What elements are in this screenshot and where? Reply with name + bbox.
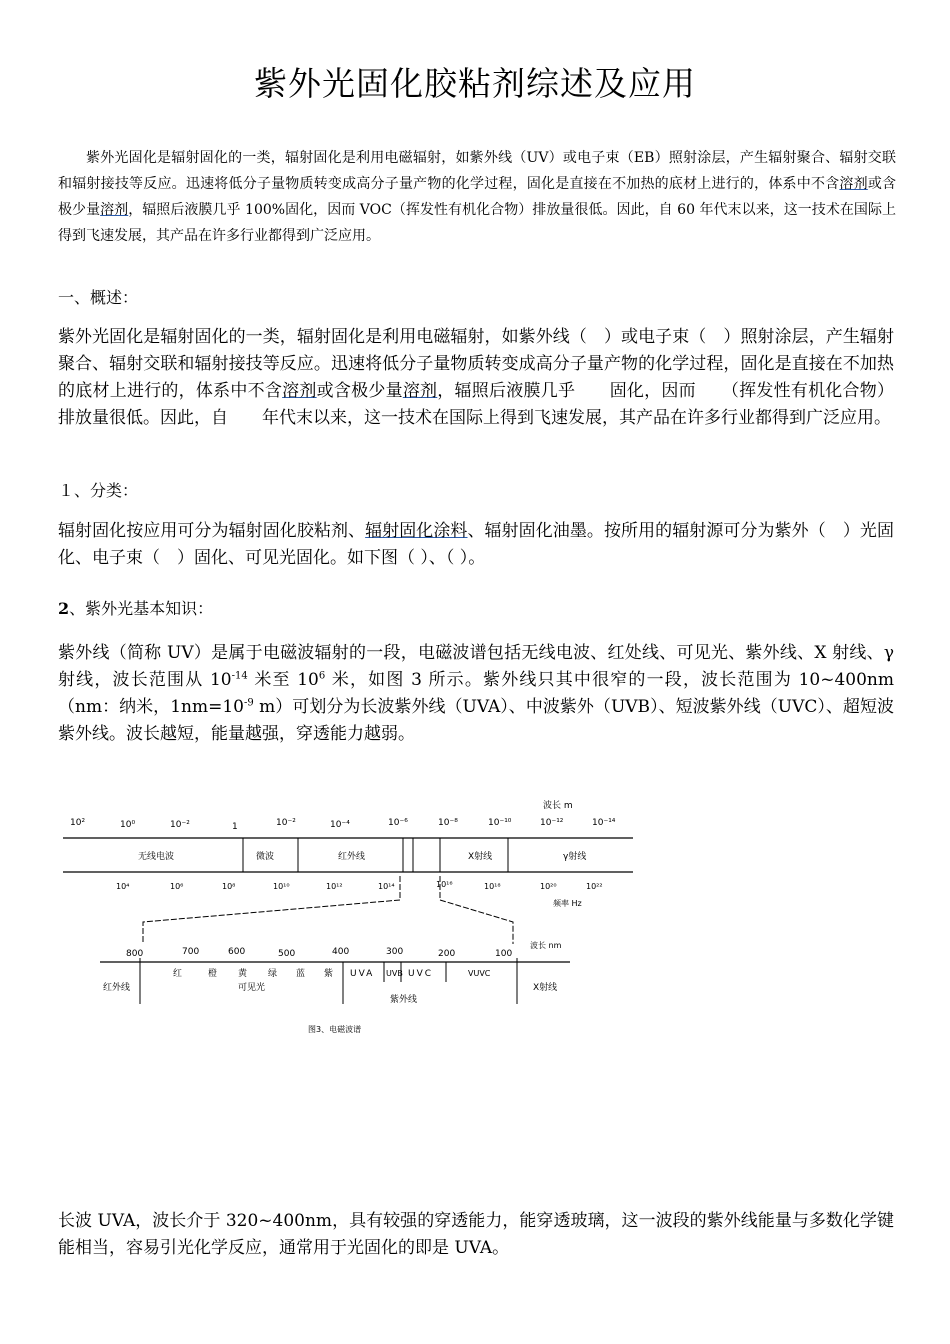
- wavelength-m-title: 波长 m: [543, 801, 573, 811]
- nm-tick: 800: [126, 949, 144, 959]
- visible-light-label: 可见光: [238, 983, 266, 993]
- frequency-title: 频率 Hz: [553, 899, 582, 908]
- top-tick: 10⁻⁶: [388, 818, 408, 828]
- top-tick: 10⁻⁴: [330, 820, 350, 830]
- wavelength-nm-title: 波长 nm: [530, 941, 562, 950]
- exponent: 6: [318, 670, 326, 682]
- freq-tick: 10²²: [586, 882, 603, 891]
- top-tick: 1: [232, 822, 238, 832]
- uv-band-label: UVC: [408, 969, 434, 979]
- solvent-link[interactable]: 溶剂: [100, 202, 129, 218]
- overview-text-a: 紫外光固化是辐射固化的一类，辐射固化是利用电磁辐射，如紫外线（ ）或电子束（ ）照射涂层，产生辐射聚合、辐射交联和辐射接技等反应。迅速将低分子量物质转变成高分子量产物的化学过程，固化是直接在不加热的底材上进行的，体系中不含: [58, 327, 894, 401]
- xray-label: X射线: [533, 983, 558, 993]
- classify-text-b: 、辐射固化油墨。按所用的辐射源可分为紫外（ ）光固化、电子束（ ）固化、可见光固化。如下图（ ）、（ ）。: [58, 521, 894, 568]
- uv-band-label: UVA: [350, 969, 375, 979]
- section-heading-classification: １、分类：: [58, 481, 139, 500]
- freq-tick: 10⁸: [222, 882, 236, 891]
- uv-text-c: 米，如图 3 所示。紫外线只其中很窄的一段，波长范围为 10~400nm（nm：纳米，1nm=10: [58, 670, 894, 717]
- exponent: -14: [231, 670, 248, 682]
- uva-paragraph: 长波 UVA，波长介于 320~400nm，具有较强的穿透能力，能穿透玻璃，这一波段的紫外线能量与多数化学键能相当，容易引光化学反应，通常用于光固化的即是 UVA。: [58, 1211, 894, 1258]
- top-tick: 10⁻¹⁰: [488, 818, 512, 828]
- intro-text-a: 紫外光固化是辐射固化的一类，辐射固化是利用电磁辐射，如紫外线（UV）或电子束（EB）照射涂层，产生辐射聚合、辐射交联和辐射接技等反应。迅速将低分子量物质转变成高分子量产物的化学过程，固化是直接在不加热的底材上进行的，体系中不含: [58, 150, 896, 192]
- intro-paragraph: [58, 145, 896, 249]
- spectrum-diagram: [58, 792, 638, 1042]
- exponent: -9: [243, 697, 254, 709]
- freq-tick: 10⁶: [170, 882, 184, 891]
- visible-color-label: 紫: [324, 969, 334, 979]
- top-tick: 10²: [70, 818, 86, 828]
- uv-basics-paragraph: [58, 640, 911, 748]
- visible-color-label: 红: [173, 969, 183, 979]
- heading-text: 、紫外光基本知识：: [69, 599, 214, 618]
- overview-paragraph: [58, 324, 894, 432]
- uv-text-d: m）可划分为长波紫外线（UVA）、中波紫外（UVB）、短波紫外线（UVC）、超短波紫外线。波长越短，能量越强，穿透能力越弱。: [58, 697, 894, 744]
- top-tick: 10⁰: [120, 820, 136, 830]
- freq-tick: 10⁴: [116, 882, 130, 891]
- top-tick: 10⁻²: [170, 820, 190, 830]
- solvent-link[interactable]: 溶剂: [282, 381, 317, 401]
- band-label: 红外线: [338, 852, 366, 862]
- freq-tick: 10²⁰: [540, 882, 557, 891]
- section-heading-uv-basics: [58, 596, 213, 619]
- figure-caption: 图3、电磁波谱: [308, 1025, 362, 1034]
- visible-color-label: 橙: [208, 969, 218, 979]
- nm-tick: 200: [438, 949, 456, 959]
- uv-text-b: 米至 10: [247, 670, 319, 690]
- ultraviolet-label: 紫外线: [390, 995, 418, 1005]
- solvent-link[interactable]: 溶剂: [839, 176, 868, 192]
- band-label: 微波: [256, 852, 275, 862]
- freq-tick: 10¹²: [326, 882, 343, 891]
- uv-band-label: UVB: [386, 969, 403, 978]
- intro-text-c: ，辐照后液膜几乎 100%固化，因而 VOC（挥发性有机化合物）排放量很低。因此，自 60 年代末以来，这一技术在国际上得到飞速发展，其产品在许多行业都得到广泛应用。: [58, 202, 897, 244]
- heading-number: 2: [58, 599, 70, 618]
- nm-tick: 300: [386, 947, 404, 957]
- intro-text-b: 或含极少量: [58, 176, 897, 218]
- top-tick: 10⁻²: [276, 818, 296, 828]
- top-tick: 10⁻¹⁴: [592, 818, 616, 828]
- top-tick: 10⁻⁸: [438, 818, 458, 828]
- classify-text-a: 辐射固化按应用可分为辐射固化胶粘剂、: [58, 521, 366, 541]
- overview-text-c: ，辐照后液膜几乎 固化，因而 （挥发性有机化合物）排放量很低。因此，自 年代末以来，这一技术在国际上得到飞速发展，其产品在许多行业都得到广泛应用。: [58, 381, 895, 428]
- freq-tick: 10¹⁰: [273, 882, 290, 891]
- nm-tick: 600: [228, 947, 246, 957]
- visible-color-label: 蓝: [296, 969, 306, 979]
- freq-tick: 10¹⁸: [484, 882, 501, 891]
- nm-tick: 700: [182, 947, 200, 957]
- uv-band-label: VUVC: [468, 969, 491, 978]
- band-label: X射线: [468, 852, 493, 862]
- solvent-link[interactable]: 溶剂: [402, 381, 438, 401]
- visible-color-label: 黄: [238, 969, 248, 979]
- section-heading-overview: 一、概述：: [58, 288, 139, 307]
- radiation-coating-link[interactable]: 辐射固化涂料: [365, 521, 468, 541]
- infrared-label: 红外线: [103, 983, 131, 993]
- visible-color-label: 绿: [268, 969, 278, 979]
- top-tick: 10⁻¹²: [540, 818, 564, 828]
- overview-text-b: 或含极少量: [316, 381, 403, 401]
- band-label: γ射线: [563, 852, 587, 862]
- nm-tick: 500: [278, 949, 296, 959]
- nm-tick: 100: [495, 949, 513, 959]
- classification-paragraph: [58, 518, 894, 572]
- nm-tick: 400: [332, 947, 350, 957]
- band-label: 无线电波: [138, 852, 175, 862]
- page-title: 紫外光固化胶粘剂综述及应用: [254, 64, 696, 103]
- uv-text-a: 紫外线（简称 UV）是属于电磁波辐射的一段，电磁波谱包括无线电波、红处线、可见光、紫外线、X 射线、γ 射线，波长范围从 10: [58, 643, 911, 690]
- freq-tick: 10¹⁶: [436, 880, 453, 889]
- freq-tick: 10¹⁴: [378, 882, 395, 891]
- electromagnetic-spectrum-figure: [58, 792, 638, 1042]
